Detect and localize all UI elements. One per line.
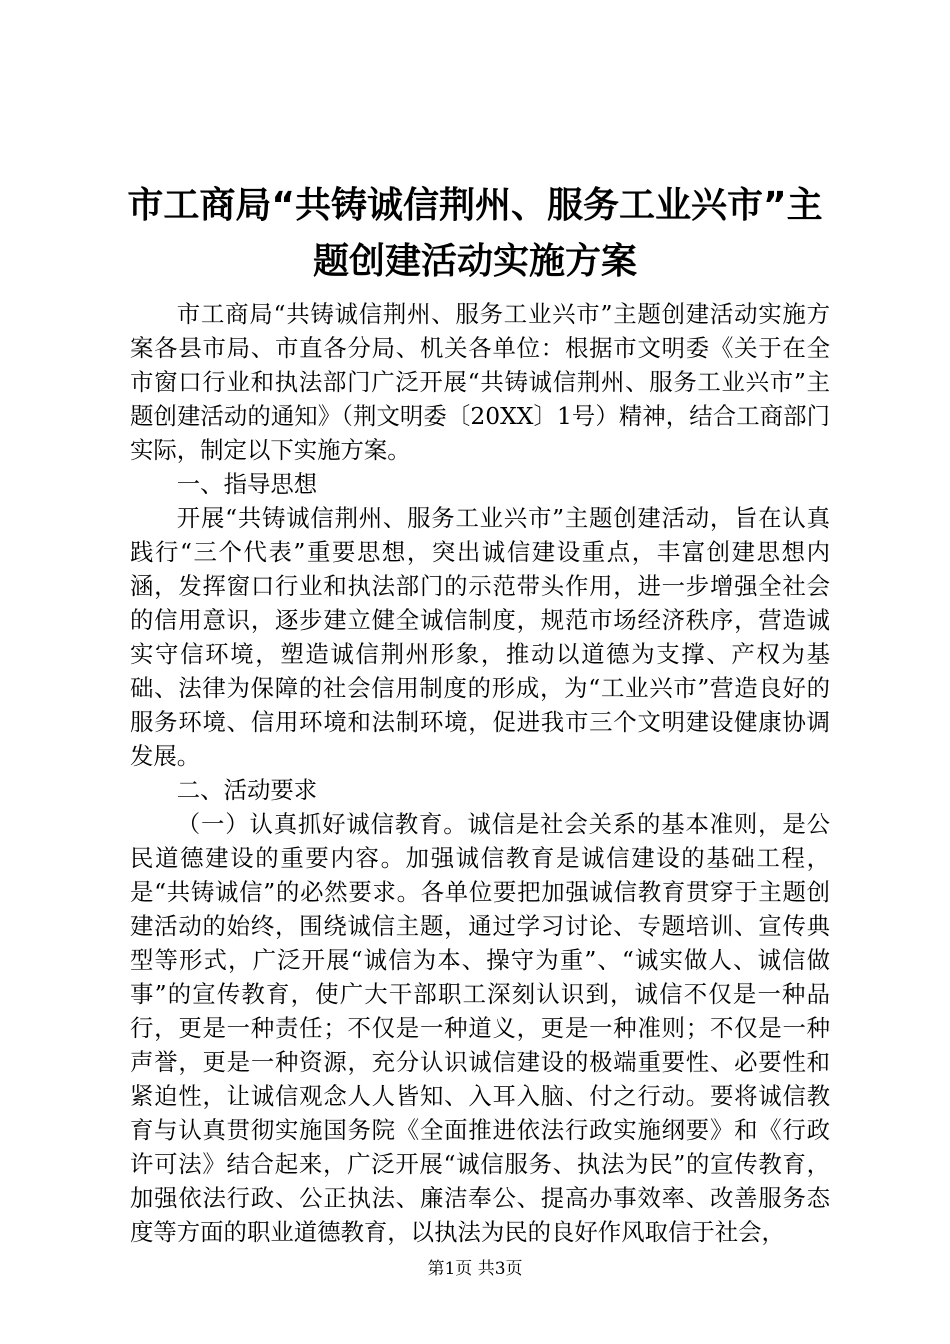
document-title-line-1: 市工商局“共铸诚信荆州、服务工业兴市”主	[127, 185, 823, 226]
paragraph-guiding-ideology: 开展“共铸诚信荆州、服务工业兴市”主题创建活动，旨在认真践行“三个代表”重要思想，突出诚信建设重点，丰富创建思想内涵，发挥窗口行业和执法部门的示范带头作用，进一步增强全社会的信用意识，逐步建立健全诚信制度，规范市场经济秩序，营造诚实守信环境，塑造诚信荆州形象，推动以道德为支撑、产权为基础、法律为保障的社会信用制度的形成，为“工业兴市”营造良好的服务环境、信用环境和法制环境，促进我市三个文明建设健康协调发展。	[130, 504, 830, 770]
page-number-footer: 第1页 共3页	[427, 1259, 523, 1279]
heading-activity-requirements: 二、活动要求	[176, 776, 318, 804]
paragraph-integrity-education: （一）认真抓好诚信教育。诚信是社会关系的基本准则，是公民道德建设的重要内容。加强诚信教育是诚信建设的基础工程，是“共铸诚信”的必然要求。各单位要把加强诚信教育贯穿于主题创建活动的始终，围绕诚信主题，通过学习讨论、专题培训、宣传典型等形式，广泛开展“诚信为本、操守为重”、“诚实做人、诚信做事”的宣传教育，使广大干部职工深刻认识到，诚信不仅是一种品行，更是一种责任；不仅是一种道义，更是一种准则；不仅是一种声誉，更是一种资源，充分认识诚信建设的极端重要性、必要性和紧迫性，让诚信观念人人皆知、入耳入脑、付之行动。要将诚信教育与认真贯彻实施国务院《全面推进依法行政实施纲要》和《行政许可法》结合起来，广泛开展“诚信服务、执法为民”的宣传教育，加强依法行政、公正执法、廉洁奉公、提高办事效率、改善服务态度等方面的职业道德教育，以执法为民的良好作风取信于社会，	[130, 810, 830, 1246]
document-title-line-2: 题创建活动实施方案	[312, 241, 637, 282]
paragraph-intro: 市工商局“共铸诚信荆州、服务工业兴市”主题创建活动实施方案各县市局、市直各分局、机关各单位：根据市文明委《关于在全市窗口行业和执法部门广泛开展“共铸诚信荆州、服务工业兴市”主题创建活动的通知》（荆文明委〔20XX〕1号）精神，结合工商部门实际，制定以下实施方案。	[130, 300, 830, 464]
heading-guiding-ideology: 一、指导思想	[176, 470, 318, 498]
document-body	[130, 297, 830, 1249]
